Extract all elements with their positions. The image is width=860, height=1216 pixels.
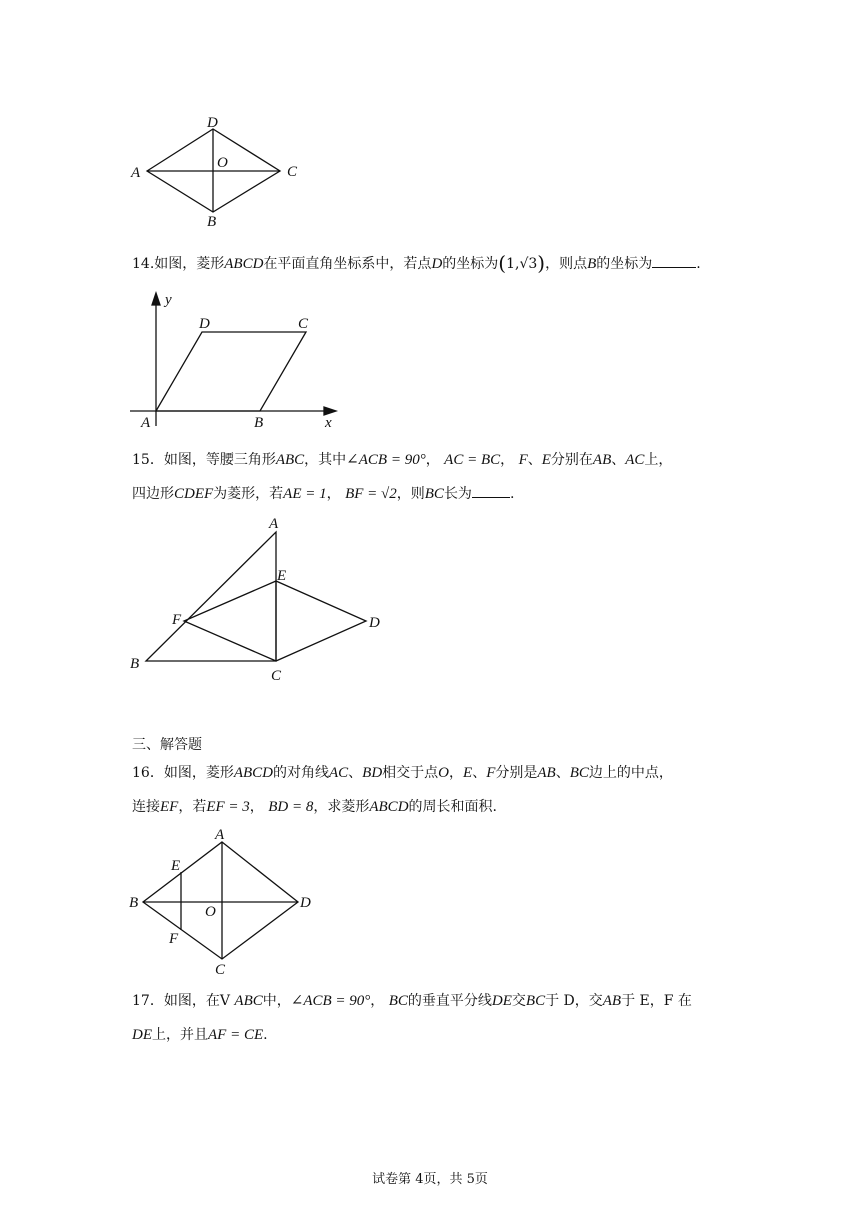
answer-blank-q14[interactable] bbox=[652, 253, 696, 268]
label-O: O bbox=[205, 904, 216, 920]
rhombus-figure-q16 bbox=[126, 826, 326, 978]
x-axis-arrow bbox=[324, 407, 336, 415]
triangle-abc bbox=[146, 532, 276, 661]
question-16: 16．如图，菱形ABCD的对角线AC、BD相交于点O，E、F分别是AB、BC边上的中点， bbox=[132, 765, 673, 781]
label-B: B bbox=[207, 214, 217, 230]
label-B: B bbox=[254, 415, 264, 431]
label-B: B bbox=[130, 656, 140, 672]
triangle-figure-q15 bbox=[126, 512, 396, 692]
coordinate-figure-q14 bbox=[126, 290, 346, 432]
question-15-line2: 四边形CDEF为菱形，若AE = 1， BF = √2，则BC长为 . bbox=[132, 477, 732, 511]
page-footer: 试卷第 4页，共 5页 bbox=[372, 1172, 488, 1187]
label-E: E bbox=[277, 568, 287, 584]
rhombus-abcd bbox=[156, 332, 306, 411]
label-x: x bbox=[325, 415, 332, 431]
label-A: A bbox=[269, 516, 279, 532]
label-D: D bbox=[207, 115, 218, 131]
label-C: C bbox=[287, 164, 298, 180]
label-F: F bbox=[172, 612, 182, 628]
label-D: D bbox=[300, 895, 311, 911]
rhombus-cdef bbox=[184, 581, 366, 661]
rhombus-abcd bbox=[143, 842, 298, 959]
answer-blank-q15[interactable] bbox=[472, 483, 510, 498]
section-title: 三、解答题 bbox=[132, 737, 202, 753]
label-y: y bbox=[165, 292, 172, 308]
label-A: A bbox=[215, 827, 225, 843]
question-16-line2: 连接EF，若EF = 3， BD = 8，求菱形ABCD的周长和面积. bbox=[132, 799, 497, 815]
label-D: D bbox=[199, 316, 210, 332]
label-C: C bbox=[215, 962, 226, 978]
question-17: 17．如图，在V ABC中，∠ACB = 90°， BC的垂直平分线DE交BC于 D，交AB于 E，F 在 bbox=[132, 993, 692, 1009]
label-F: F bbox=[169, 931, 179, 947]
question-14: 14.如图，菱形ABCD在平面直角坐标系中，若点D的坐标为(1,√3)，则点B的坐标为 . bbox=[132, 251, 701, 275]
label-E: E bbox=[171, 858, 181, 874]
rhombus-figure-q13 bbox=[128, 112, 308, 230]
question-15: 15．如图，等腰三角形ABC，其中∠ACB = 90°， AC = BC， F、E分别在AB、AC上， bbox=[132, 452, 673, 468]
label-C: C bbox=[298, 316, 309, 332]
label-D: D bbox=[369, 615, 380, 631]
y-axis-arrow bbox=[152, 293, 160, 305]
label-O: O bbox=[217, 155, 228, 171]
label-A: A bbox=[131, 165, 141, 181]
question-17-line2: DE上，并且AF = CE. bbox=[132, 1027, 268, 1043]
label-C: C bbox=[271, 668, 282, 684]
label-A: A bbox=[141, 415, 151, 431]
label-B: B bbox=[129, 895, 139, 911]
